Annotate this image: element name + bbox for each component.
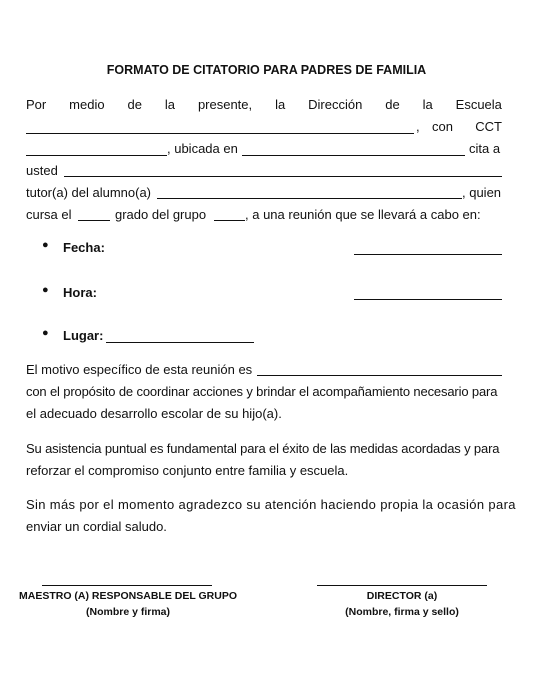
intro-word: Dirección — [308, 97, 363, 112]
intro-word: la — [275, 97, 286, 112]
maestro-signature-line[interactable] — [42, 585, 212, 586]
fecha-blank[interactable] — [354, 254, 502, 255]
hora-blank[interactable] — [354, 299, 502, 300]
motivo-prefix: El motivo específico de esta reunión es — [26, 362, 253, 377]
tutor-label: tutor(a) del alumno(a) — [26, 185, 151, 200]
cct-blank[interactable] — [26, 155, 167, 156]
school-name-blank[interactable] — [26, 133, 414, 134]
cierre-line-1: Sin más por el momento agradezco su atención haciendo propia la ocasión para — [26, 497, 516, 512]
motivo-line-2: con el propósito de coordinar acciones y brindar el acompañamiento necesario para — [26, 384, 498, 399]
ubicada-label: , ubicada en — [167, 141, 238, 156]
intro-word: de — [127, 97, 142, 112]
fecha-label: Fecha: — [63, 240, 105, 255]
cct-label — [416, 119, 502, 135]
asistencia-line-1: Su asistencia puntual es fundamental para el éxito de las medidas acordadas y para — [26, 441, 500, 456]
intro-word: medio — [69, 97, 105, 112]
location-blank[interactable] — [242, 155, 465, 156]
motivo-blank[interactable] — [257, 375, 502, 376]
student-name-blank[interactable] — [157, 198, 462, 199]
grade-blank[interactable] — [78, 220, 110, 221]
intro-word: la — [422, 97, 433, 112]
director-subtitle: (Nombre, firma y sello) — [345, 606, 459, 618]
cct-text: con CCT — [432, 119, 502, 134]
intro-word: de — [385, 97, 400, 112]
director-title: DIRECTOR (a) — [366, 590, 438, 602]
usted-label: usted — [26, 163, 58, 178]
motivo-line-3: el adecuado desarrollo escolar de su hijo(a). — [26, 406, 282, 421]
bullet-fecha-icon: ● — [42, 239, 49, 251]
asistencia-line-2: reforzar el compromiso conjunto entre familia y escuela. — [26, 463, 349, 478]
intro-word: presente, — [197, 97, 253, 112]
group-blank[interactable] — [214, 220, 245, 221]
cita-a-label: cita a — [469, 141, 501, 156]
intro-word: Por — [26, 97, 47, 112]
maestro-subtitle: (Nombre y firma) — [85, 606, 170, 618]
lugar-label: Lugar: — [63, 328, 104, 343]
intro-word: Escuela — [455, 97, 502, 112]
lugar-blank[interactable] — [106, 342, 254, 343]
director-signature-line[interactable] — [317, 585, 487, 586]
hora-label: Hora: — [63, 285, 97, 300]
parent-name-blank[interactable] — [64, 176, 502, 177]
intro-line-1 — [26, 97, 502, 113]
maestro-title: MAESTRO (A) RESPONSABLE DEL GRUPO — [19, 590, 237, 602]
intro-word: la — [164, 97, 176, 112]
bullet-hora-icon: ● — [42, 284, 49, 296]
document-title: FORMATO DE CITATORIO PARA PADRES DE FAMILIA — [106, 63, 427, 77]
quien-label: , quien — [462, 185, 502, 200]
cursa-el-label: cursa el — [26, 207, 72, 222]
bullet-lugar-icon: ● — [42, 327, 49, 339]
grado-del-grupo-label: grado del grupo — [115, 207, 207, 222]
cct-comma: , — [416, 119, 420, 134]
reunion-label: , a una reunión que se llevará a cabo en: — [245, 207, 481, 222]
cierre-line-2: enviar un cordial saludo. — [26, 519, 167, 534]
